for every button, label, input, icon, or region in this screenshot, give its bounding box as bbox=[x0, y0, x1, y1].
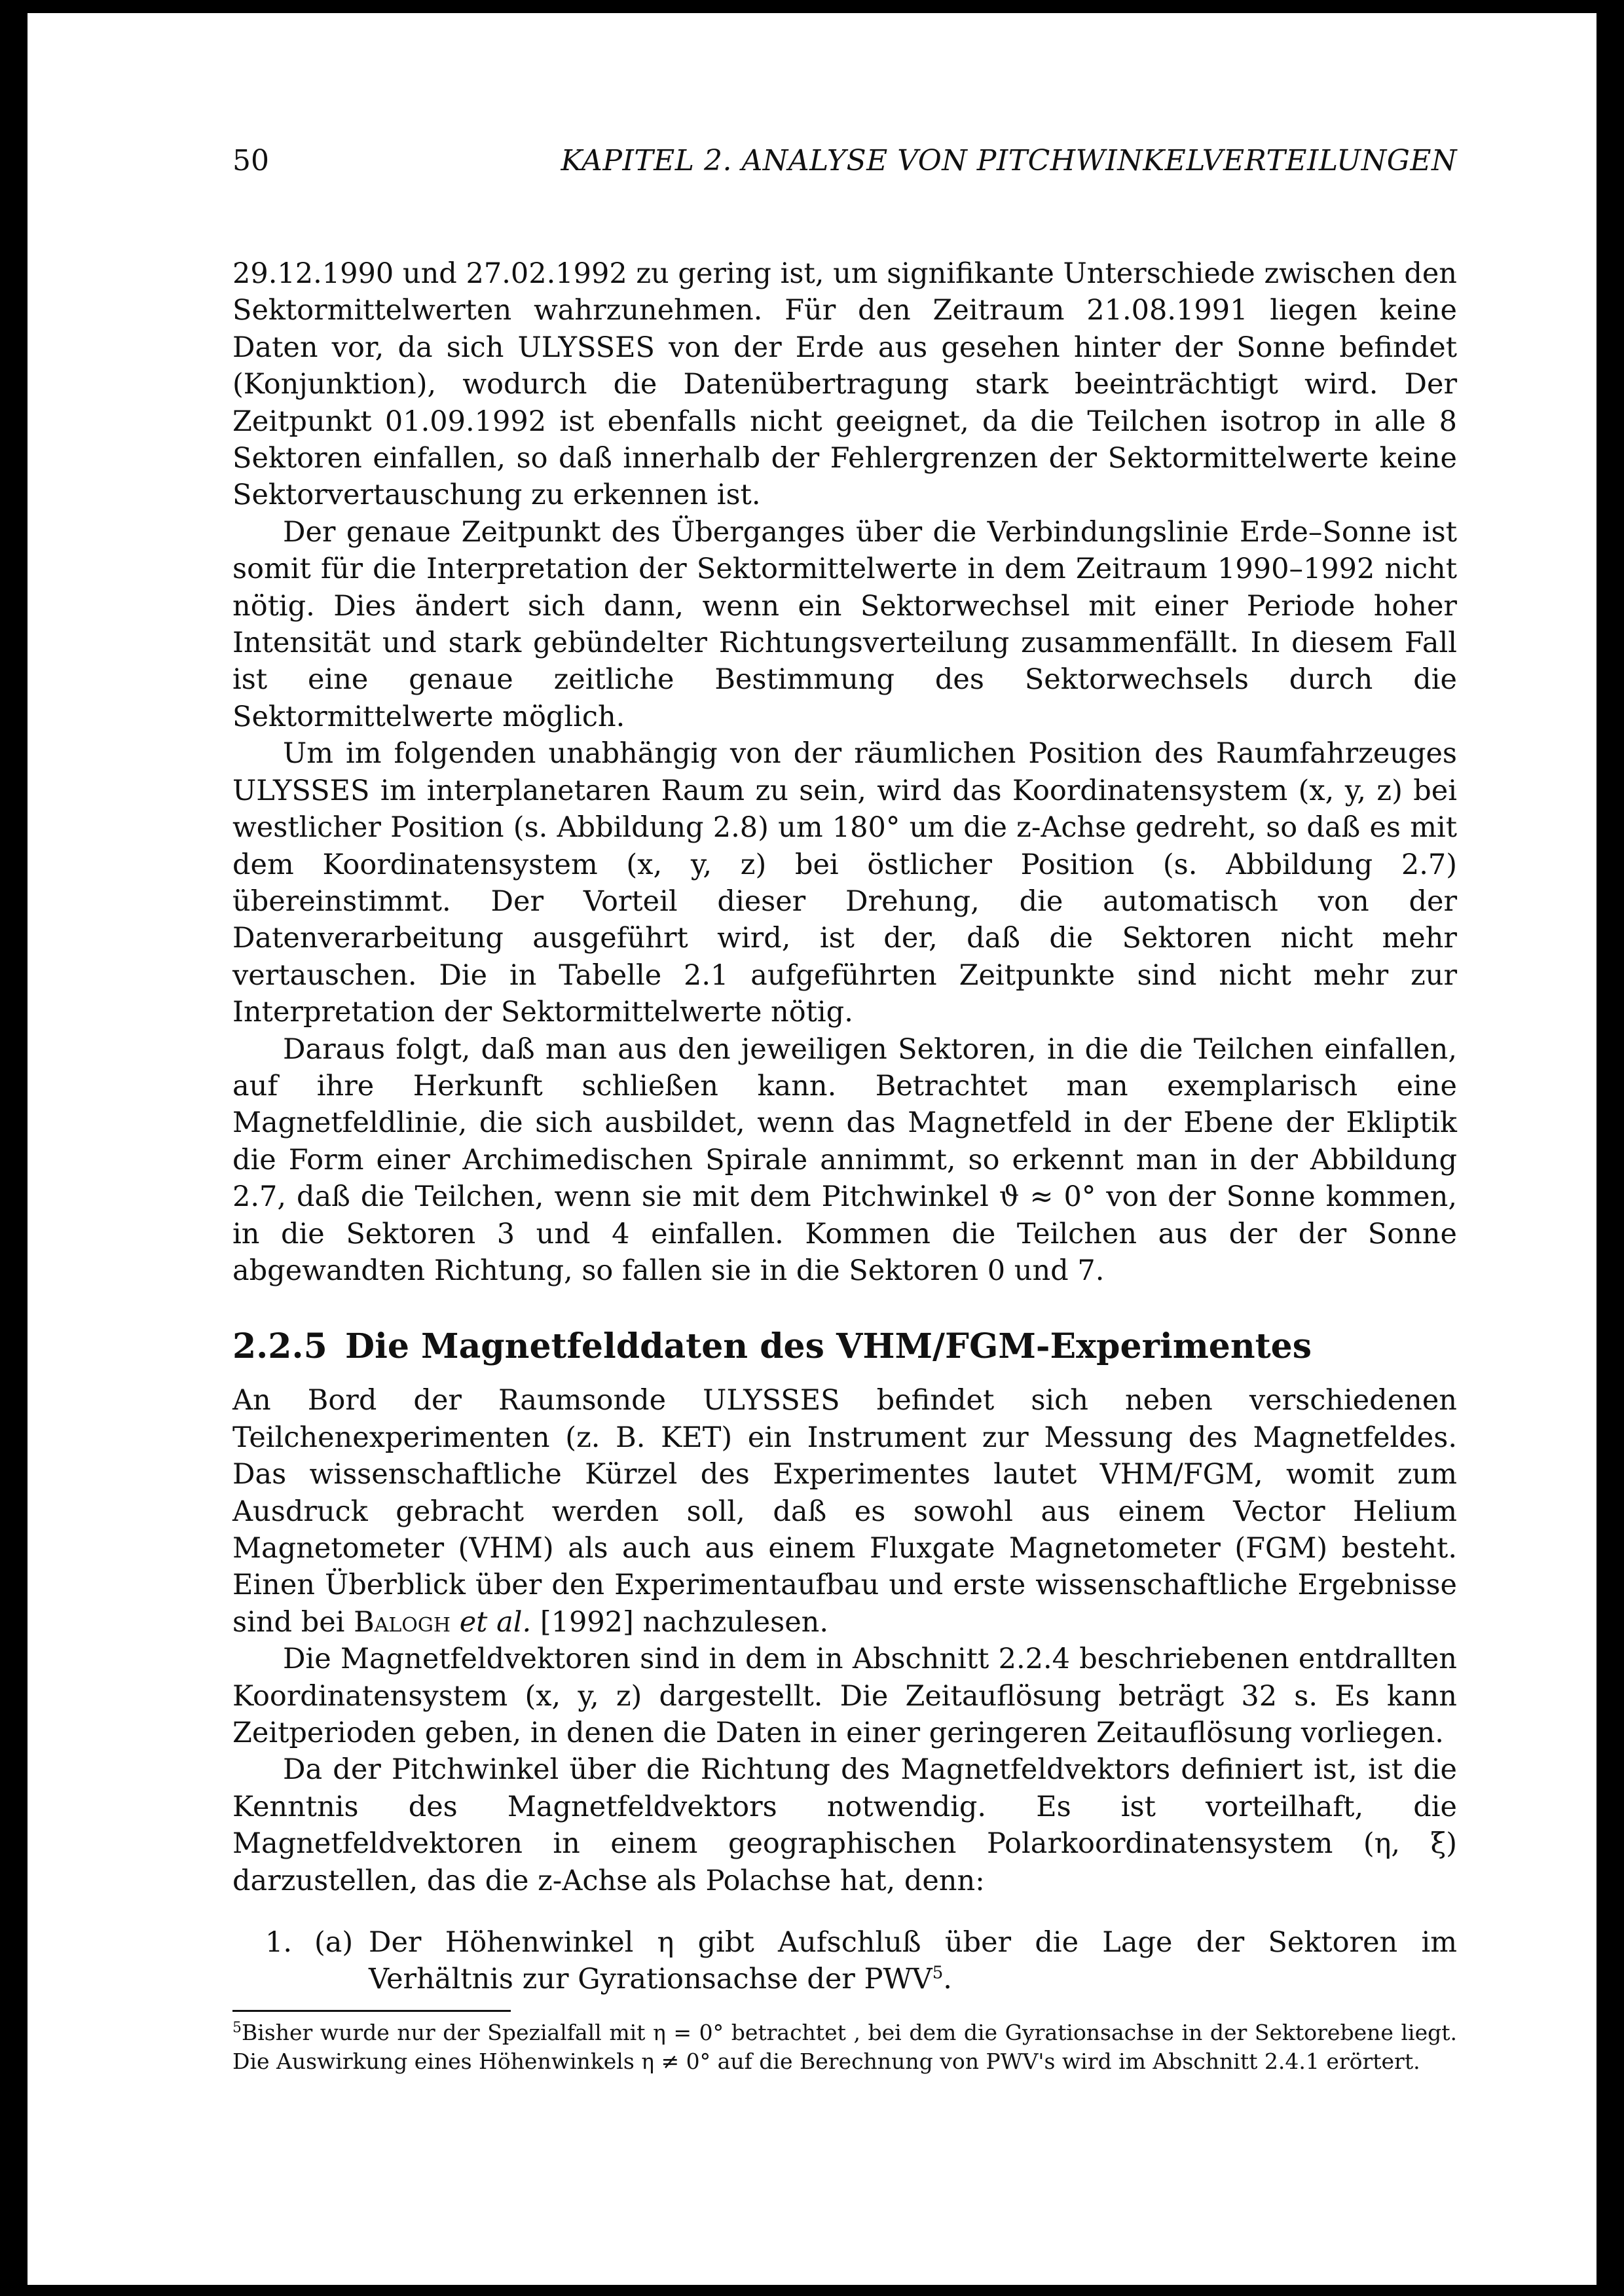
page-sheet bbox=[28, 13, 1596, 2285]
footnote-reference[interactable]: 5 bbox=[932, 1963, 944, 1984]
list-item bbox=[232, 1924, 1457, 1998]
paragraph-text: An Bord der Raumsonde ULYSSES befindet sich neben verschiedenen Teilchenexperimenten (z. B. KET) ein Instrument zur Messung des Magnetfeldes. Das wissenschaftliche Kürzel des Experimentes lautet VHM/FGM, womit zum Ausdruck gebracht werden soll, daß es sowohl aus einem Vector Helium Magnetometer (VHM) als auch aus einem Fluxgate Magnetometer (FGM) besteht. Einen Überblick über den Experimentaufbau und erste wissenschaftliche Ergebnisse sind bei bbox=[232, 1384, 1457, 1639]
section-heading bbox=[232, 1326, 1457, 1368]
paragraph: Die Magnetfeldvektoren sind in dem in Abschnitt 2.2.4 beschriebenen entdrallten Koordinatensystem (x, y, z) dargestellt. Die Zeitauflösung beträgt 32 s. Es kann Zeitperioden geben, in denen die Daten in einer geringeren Zeitauflösung vorliegen. bbox=[232, 1643, 1457, 1750]
footnote bbox=[232, 2018, 1457, 2076]
footnote-text: Bisher wurde nur der Spezialfall mit η = 0° betrachtet , bei dem die Gyrationsachse in der Sektorebene liegt. Die Auswirkung eines Höhenwinkels η ≠ 0° auf die Berechnung von PWV's wird im Abschnitt 2.4.1 erörtert. bbox=[232, 2019, 1457, 2074]
list-item-text bbox=[369, 1924, 1457, 1998]
citation-etal: et al. bbox=[459, 1605, 532, 1639]
footnote-mark: 5 bbox=[232, 2019, 242, 2036]
footnote-rule bbox=[232, 2010, 511, 2012]
paragraph: 29.12.1990 und 27.02.1992 zu gering ist, um signifikante Unterschiede zwischen den Sektormittelwerten wahrzunehmen. Für den Zeitraum 21.08.1991 liegen keine Daten vor, da sich ULYSSES von der Erde aus gesehen hinter der Sonne befindet (Konjunktion), wodurch die Datenübertragung stark beeinträchtigt wird. Der Zeitpunkt 01.09.1992 ist ebenfalls nicht geeignet, da die Teilchen isotrop in alle 8 Sektoren einfallen, so daß innerhalb der Fehlergrenzen der Sektormittelwerte keine Sektorvertauschung zu erkennen ist. bbox=[232, 257, 1457, 512]
list-subnumber: (a) bbox=[314, 1926, 354, 1959]
section-title: Die Magnetfelddaten des VHM/FGM-Experimentes bbox=[345, 1326, 1312, 1367]
section-number: 2.2.5 bbox=[232, 1326, 327, 1367]
paragraph bbox=[232, 1382, 1457, 1641]
body-text bbox=[232, 255, 1457, 2076]
paragraph: Der genaue Zeitpunkt des Überganges über die Verbindungslinie Erde–Sonne ist somit für die Interpretation der Sektormittelwerte in dem Zeitraum 1990–1992 nicht nötig. Dies ändert sich dann, wenn ein Sektorwechsel mit einer Periode hoher Intensität und stark gebündelter Richtungsverteilung zusammenfällt. In diesem Fall ist eine genaue zeitliche Bestimmung des Sektorwechsels durch die Sektormittelwerte möglich. bbox=[232, 515, 1457, 733]
list-text-end: . bbox=[943, 1963, 952, 1996]
paragraph: Daraus folgt, daß man aus den jeweiligen Sektoren, in die die Teilchen einfallen, auf ihre Herkunft schließen kann. Betrachtet man exemplarisch eine Magnetfeldlinie, die sich ausbildet, wenn das Magnetfeld in der Ebene der Ekliptik die Form einer Archimedischen Spirale annimmt, so erkennt man in der Abbildung 2.7, daß die Teilchen, wenn sie mit dem Pitchwinkel ϑ ≈ 0° von der Sonne kommen, in die Sektoren 3 und 4 einfallen. Kommen die Teilchen aus der der Sonne abgewandten Richtung, so fallen sie in die Sektoren 0 und 7. bbox=[232, 1032, 1457, 1287]
list-number: 1. bbox=[265, 1926, 293, 1959]
page-number: 50 bbox=[232, 144, 269, 177]
chapter-title: KAPITEL 2. ANALYSE VON PITCHWINKELVERTEILUNGEN bbox=[561, 144, 1457, 177]
paragraph: Um im folgenden unabhängig von der räumlichen Position des Raumfahrzeuges ULYSSES im interplanetaren Raum zu sein, wird das Koordinatensystem (x, y, z) bei westlicher Position (s. Abbildung 2.8) um 180° um die z-Achse gedreht, so daß es mit dem Koordinatensystem (x, y, z) bei östlicher Position (s. Abbildung 2.7) übereinstimmt. Der Vorteil dieser Drehung, die automatisch von der Datenverarbeitung ausgeführt wird, ist der, daß die Sektoren nicht mehr vertauschen. Die in Tabelle 2.1 aufgeführten Zeitpunkte sind nicht mehr zur Interpretation der Sektormittelwerte nötig. bbox=[232, 737, 1457, 1029]
paragraph: Da der Pitchwinkel über die Richtung des Magnetfeldvektors definiert ist, ist die Kenntnis des Magnetfeldvektors notwendig. Es ist vorteilhaft, die Magnetfeldvektoren in einem geographischen Polarkoordinatensystem (η, ξ) darzustellen, das die z-Achse als Polachse hat, denn: bbox=[232, 1753, 1457, 1897]
list-text: Der Höhenwinkel η gibt Aufschluß über die Lage der Sektoren im Verhältnis zur Gyrationsachse der PWV bbox=[369, 1926, 1457, 1996]
citation-author: Balogh bbox=[354, 1605, 451, 1639]
paragraph-text: [1992] nachzulesen. bbox=[531, 1605, 829, 1639]
